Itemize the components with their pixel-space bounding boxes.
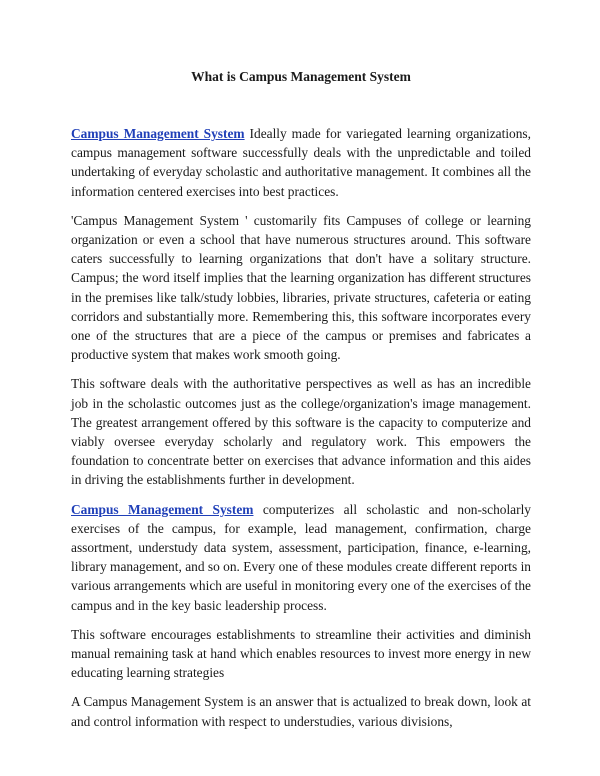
paragraph-streamline: This software encourages establishments to streamline their activities and diminish manual remaining task at hand which enables resources to invest more energy in new educating learning strategies xyxy=(71,626,531,681)
paragraph-authoritative: This software deals with the authoritative perspectives as well as has an incredible job in the scholastic outcomes just as the college/organization's image management. The greatest arrangement offered by this software is the capacity to computerize and viably oversee everyday scholarly and regulatory work. This empowers the foundation to concentrate better on exercises that advance information and this aides in driving the establishments further in development. xyxy=(71,376,531,488)
campus-management-link[interactable]: Campus Management System xyxy=(71,126,245,141)
paragraph-campus-structures: 'Campus Management System ' customarily fits Campuses of college or learning organization or even a school that have numerous structures around. This software caters successfully to learning organizations that don't have a solitary structure. Campus; the word itself implies that the learning organization has different structures in the premises like talk/study lobbies, libraries, private structures, cafeteria or eating corridors and substantially more. Remembering this, this software incorporates every one of the structures that are a piece of the campus or premises and fabricates a productive system that makes work smooth going. xyxy=(71,212,531,363)
paragraph-modules xyxy=(71,500,531,615)
paragraph-intro xyxy=(71,124,531,201)
paragraph-intro-text: Ideally made for variegated learning organizations, campus management software successfully deals with the unpredictable and toiled undertaking of everyday scholastic and authoritative management. It combines all the information centered exercises into best practices. xyxy=(71,126,531,199)
paragraph-modules-text: computerizes all scholastic and non-scholarly exercises of the campus, for example, lead management, confirmation, charge assortment, understudy data system, assessment, participation, finance, e-learning, library management, and so on. Every one of these modules create different reports in various arrangements which are useful in monitoring every one of the exercises of the campus and in the key basic leadership process. xyxy=(71,501,532,613)
campus-management-link-2[interactable]: Campus Management System xyxy=(71,501,254,517)
document-page xyxy=(71,0,531,731)
paragraph-answer: A Campus Management System is an answer that is actualized to break down, look at and control information with respect to understudies, various divisions, xyxy=(71,694,531,729)
page-title: What is Campus Management System xyxy=(191,69,411,84)
